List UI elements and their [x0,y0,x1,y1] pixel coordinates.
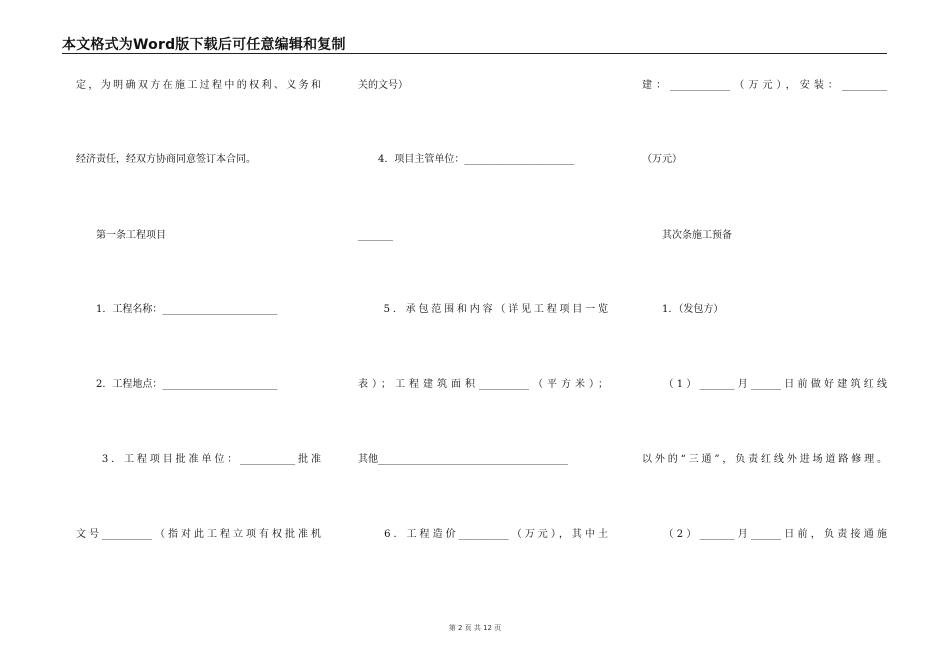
text-column-1 [76,0,321,620]
column-2-line-3: _______ [358,230,393,241]
column-3-line-1: 建：____________（万元），安装：_________ [642,80,887,91]
column-2-line-5: 表）；工程建筑面积__________（平方米）； [358,379,608,390]
column-1-line-6: 3．工程项目批准单位：___________批准 [76,454,321,465]
column-1-line-4: 1．工程名称：_______________________ [76,304,278,315]
column-3-line-7: （2）_______月______日前，负责接通施 [642,529,887,540]
column-2-line-4: 5．承包范围和内容（详见工程项目一览 [358,304,608,315]
column-2-line-2: 4．项目主管单位：______________________ [358,154,575,165]
column-3-line-2: （万元） [642,154,682,165]
column-1-line-7: 文号__________（指对此工程立项有权批准机 [76,529,321,540]
text-column-3 [642,0,887,620]
text-column-2 [358,0,608,620]
column-2-line-7: 6．工程造价__________（万元），其中土 [358,529,608,540]
column-3-line-5: （1）_______月______日前做好建筑红线 [642,379,887,390]
column-1-line-5: 2．工程地点：_______________________ [76,379,278,390]
column-1-line-1: 定，为明确双方在施工过程中的权利、义务和 [76,80,321,91]
page-number-footer: 第 2 页 共 12 页 [448,624,502,632]
column-1-line-2: 经济责任，经双方协商同意签订本合同。 [76,154,256,165]
column-1-line-3: 第一条工程项目 [76,230,166,241]
column-2-line-6: 其他______________________________________ [358,454,568,465]
column-3-line-4: 1．（发包方） [642,304,724,315]
column-3-line-3: 其次条施工预备 [642,230,732,241]
column-3-line-6: 以外的“三通”，负责红线外进场道路修理。 [642,454,887,465]
document-header-title: 本文格式为Word版下载后可任意编辑和复制 [62,37,346,53]
column-2-line-1: 关的文号） [358,80,408,91]
